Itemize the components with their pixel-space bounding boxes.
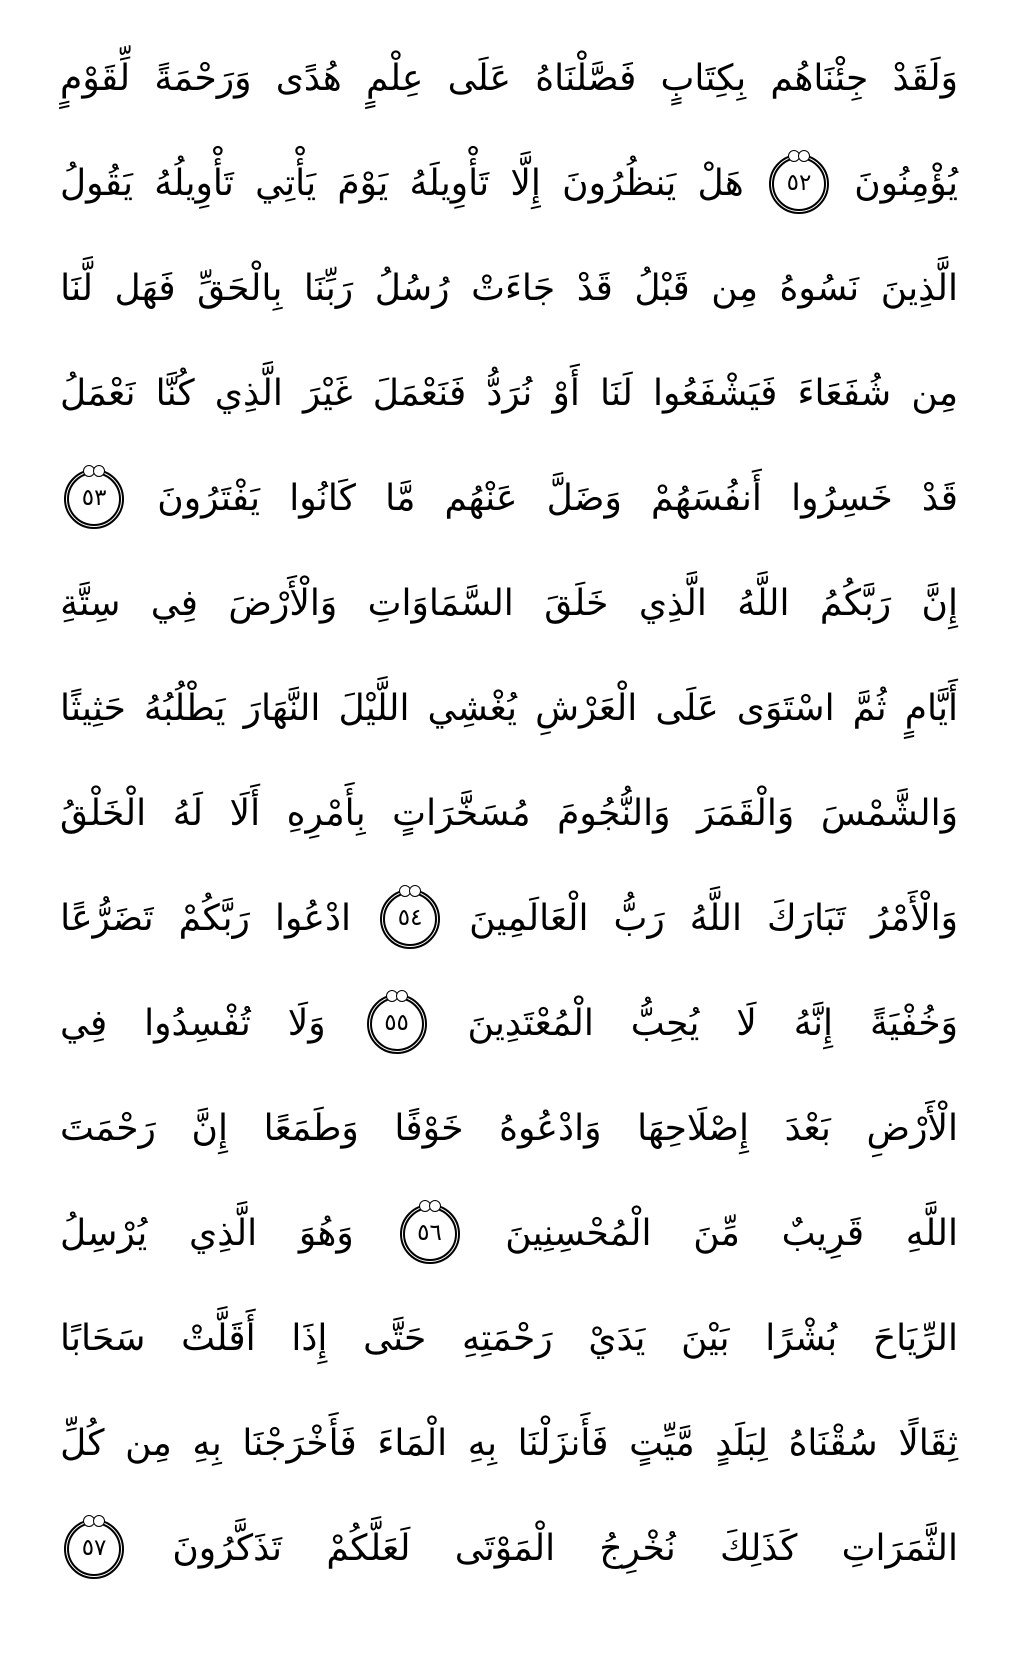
arabic-word: لَّنَا [60, 267, 93, 309]
arabic-word: لِبَلَدٍ [715, 1422, 768, 1464]
arabic-word: مِن [911, 372, 958, 414]
arabic-word: عَنْهُم [444, 477, 518, 519]
arabic-word: نُرَدُّ [486, 372, 533, 414]
arabic-word: عِلْمٍ [366, 57, 424, 99]
arabic-word: وَرَحْمَةً [154, 57, 252, 99]
arabic-word: خَلَقَ [544, 582, 609, 624]
verse-number-medallion [367, 994, 427, 1054]
arabic-word: فَأَنزَلْنَا [517, 1422, 609, 1464]
verse-number: ٥٤ [397, 905, 423, 931]
arabic-word: يُحِبُّ [630, 1002, 700, 1044]
arabic-word: وَالشَّمْسَ [820, 792, 958, 834]
arabic-word: سِتَّةِ [60, 582, 121, 624]
quran-text-line [60, 1181, 958, 1286]
arabic-word: ثِقَالًا [898, 1422, 958, 1464]
arabic-word: وَالْأَمْرُ [870, 897, 958, 939]
arabic-word: رُسُلُ [374, 267, 450, 309]
arabic-word: مِن [711, 267, 758, 309]
arabic-word: رَبَّكُمُ [819, 582, 892, 624]
arabic-word: اللَّهُ [689, 897, 742, 939]
arabic-word: فِي [150, 582, 199, 624]
arabic-word: فَصَّلْنَاهُ [535, 57, 637, 99]
quran-text-line [60, 866, 958, 971]
arabic-word: يَقُولُ [60, 162, 133, 204]
arabic-word: الَّذِي [214, 372, 283, 414]
quran-text-line [60, 446, 958, 551]
arabic-word: نُخْرِجُ [599, 1527, 676, 1569]
arabic-word: يُغْشِي [427, 687, 518, 729]
arabic-word: تَضَرُّعًا [60, 897, 154, 939]
arabic-word: كَانُوا [289, 477, 356, 519]
arabic-word: شُفَعَاءَ [797, 372, 892, 414]
arabic-word: لَا [736, 1002, 757, 1044]
quran-text-line [60, 341, 958, 446]
arabic-word: إِذَا [291, 1317, 328, 1359]
arabic-word: لَعَلَّكُمْ [326, 1527, 411, 1569]
arabic-word: إِنَّ [191, 1107, 228, 1149]
arabic-word: رَحْمَتَ [60, 1107, 156, 1149]
arabic-word: رَبُّ [613, 897, 665, 939]
arabic-word: الْخَلْقُ [60, 792, 147, 834]
arabic-word: تَأْوِيلُهُ [154, 162, 234, 204]
arabic-word: وَالْقَمَرَ [697, 792, 795, 834]
arabic-word: يَدَيْ [588, 1317, 646, 1359]
verse-number-medallion [769, 154, 829, 214]
arabic-word: يُؤْمِنُونَ [854, 162, 958, 204]
arabic-word: اللَّيْلَ [338, 687, 410, 729]
verse-number: ٥٣ [81, 485, 107, 511]
arabic-word: الثَّمَرَاتِ [841, 1527, 958, 1569]
arabic-word: بَيْنَ [681, 1317, 730, 1359]
quran-text-line [60, 1076, 958, 1181]
arabic-word: وَطَمَعًا [263, 1107, 359, 1149]
arabic-word: رَحْمَتِهِ [461, 1317, 553, 1359]
arabic-word: الَّذِي [638, 582, 707, 624]
arabic-word: مَّا [385, 477, 416, 519]
arabic-word: يَأْتِي [255, 162, 317, 204]
arabic-word: لَنَا [600, 372, 633, 414]
quran-text-line [60, 761, 958, 866]
arabic-word: اللَّهِ [905, 1212, 958, 1254]
arabic-word: رَبَّكُمْ [178, 897, 250, 939]
arabic-word: بِهِ [467, 1422, 498, 1464]
arabic-word: سَحَابًا [60, 1317, 146, 1359]
arabic-word: مَّيِّتٍ [629, 1422, 695, 1464]
arabic-word: اسْتَوَى [736, 687, 835, 729]
arabic-word: حَتَّى [363, 1317, 427, 1359]
arabic-word: بِهِ [192, 1422, 222, 1464]
arabic-word: الَّذِي [189, 1212, 258, 1254]
arabic-word: قَدْ [921, 477, 958, 519]
verse-number-medallion [64, 1519, 124, 1579]
arabic-word: بِكِتَابٍ [660, 57, 747, 99]
quran-text-line [60, 1286, 958, 1391]
quran-text-line [60, 131, 958, 236]
arabic-word: هَلْ [697, 162, 744, 204]
arabic-word: السَّمَاوَاتِ [367, 582, 514, 624]
arabic-word: أَنفُسَهُمْ [651, 477, 762, 519]
arabic-word: يَفْتَرُونَ [157, 477, 261, 519]
arabic-word: النَّهَارَ [243, 687, 321, 729]
verse-number-medallion [380, 889, 440, 949]
arabic-word: يُرْسِلُ [60, 1212, 148, 1254]
arabic-word: بِأَمْرِهِ [286, 792, 366, 834]
arabic-word: لِّقَوْمٍ [60, 57, 131, 99]
arabic-word: بُشْرًا [765, 1317, 838, 1359]
arabic-word: تَأْوِيلَهُ [409, 162, 490, 204]
arabic-word: سُقْنَاهُ [788, 1422, 878, 1464]
arabic-word: وَلَقَدْ [892, 57, 958, 99]
arabic-word: عَلَى [655, 687, 719, 729]
arabic-word: إِنَّهُ [793, 1002, 834, 1044]
arabic-word: حَثِيثًا [60, 687, 126, 729]
quran-text-line [60, 971, 958, 1076]
quran-text-line [60, 551, 958, 656]
quran-text-line [60, 1496, 958, 1601]
arabic-word: الْأَرْضِ [866, 1107, 958, 1149]
arabic-word: وَلَا [287, 1002, 326, 1044]
arabic-word: فَأَخْرَجْنَا [242, 1422, 357, 1464]
arabic-word: أَوْ [552, 372, 580, 414]
arabic-word: مُسَخَّرَاتٍ [392, 792, 531, 834]
arabic-word: هُدًى [275, 57, 342, 99]
arabic-word: كُلِّ [60, 1422, 105, 1464]
arabic-word: لَهُ [172, 792, 203, 834]
arabic-word: تَذَكَّرُونَ [172, 1527, 283, 1569]
arabic-word: بِالْحَقِّ [197, 267, 283, 309]
quran-text-line [60, 236, 958, 341]
arabic-word: ادْعُوا [274, 897, 352, 939]
arabic-word: مِن [125, 1422, 172, 1464]
arabic-word: يَنظُرُونَ [562, 162, 677, 204]
verse-number-medallion [64, 469, 124, 529]
verse-number: ٥٦ [417, 1220, 442, 1246]
arabic-word: كَذَلِكَ [719, 1527, 798, 1569]
arabic-word: الْعَالَمِينَ [469, 897, 589, 939]
arabic-word: أَلَا [229, 792, 261, 834]
arabic-word: فَيَشْفَعُوا [652, 372, 778, 414]
arabic-word: أَقَلَّتْ [181, 1317, 256, 1359]
arabic-word: خَسِرُوا [791, 477, 893, 519]
arabic-word: إِصْلَاحِهَا [637, 1107, 749, 1149]
arabic-word: الْمَوْتَى [454, 1527, 556, 1569]
arabic-word: كُنَّا [155, 372, 195, 414]
arabic-word: خَوْفًا [394, 1107, 464, 1149]
arabic-word: الْمُحْسِنِينَ [505, 1212, 652, 1254]
arabic-word: الْعَرْشِ [535, 687, 638, 729]
arabic-word: إِنَّ [921, 582, 958, 624]
arabic-word: رَبِّنَا [303, 267, 354, 309]
arabic-word: جِئْنَاهُم [770, 57, 869, 99]
verse-number: ٥٥ [384, 1010, 409, 1036]
arabic-word: تَبَارَكَ [766, 897, 846, 939]
arabic-word: وَخُفْيَةً [869, 1002, 958, 1044]
arabic-word: فِي [60, 1002, 108, 1044]
arabic-word: وَهُوَ [298, 1212, 354, 1254]
arabic-word: الْمَاءَ [377, 1422, 448, 1464]
arabic-word: قَبْلُ [634, 267, 690, 309]
arabic-word: اللَّهُ [737, 582, 790, 624]
verse-number: ٥٢ [786, 170, 812, 196]
arabic-word: ثُمَّ [852, 687, 887, 729]
arabic-word: وَالْأَرْضَ [228, 582, 338, 624]
arabic-word: تُفْسِدُوا [144, 1002, 251, 1044]
quran-text-line [60, 26, 958, 131]
arabic-word: فَنَعْمَلَ [372, 372, 467, 414]
arabic-word: وَادْعُوهُ [499, 1107, 602, 1149]
arabic-word: بَعْدَ [784, 1107, 831, 1149]
arabic-word: قَرِيبٌ [781, 1212, 865, 1254]
arabic-word: إِلَّا [510, 162, 541, 204]
quran-text-line [60, 1391, 958, 1496]
quran-text-line [60, 656, 958, 761]
arabic-word: وَضَلَّ [546, 477, 622, 519]
arabic-word: وَالنُّجُومَ [557, 792, 671, 834]
arabic-word: يَطْلُبُهُ [143, 687, 226, 729]
arabic-word: نَعْمَلُ [60, 372, 136, 414]
arabic-word: قَدْ [576, 267, 613, 309]
arabic-word: عَلَى [447, 57, 512, 99]
arabic-word: جَاءَتْ [471, 267, 556, 309]
arabic-word: غَيْرَ [303, 372, 353, 414]
verse-number: ٥٧ [81, 1535, 107, 1561]
arabic-word: الَّذِينَ [880, 267, 958, 309]
arabic-word: مِّنَ [693, 1212, 740, 1254]
arabic-word: نَسُوهُ [779, 267, 860, 309]
arabic-word: فَهَل [114, 267, 176, 309]
arabic-word: يَوْمَ [337, 162, 389, 204]
arabic-word: الْمُعْتَدِينَ [467, 1002, 594, 1044]
arabic-word: الرِّيَاحَ [872, 1317, 958, 1359]
arabic-word: أَيَّامٍ [904, 687, 958, 729]
verse-number-medallion [400, 1204, 460, 1264]
